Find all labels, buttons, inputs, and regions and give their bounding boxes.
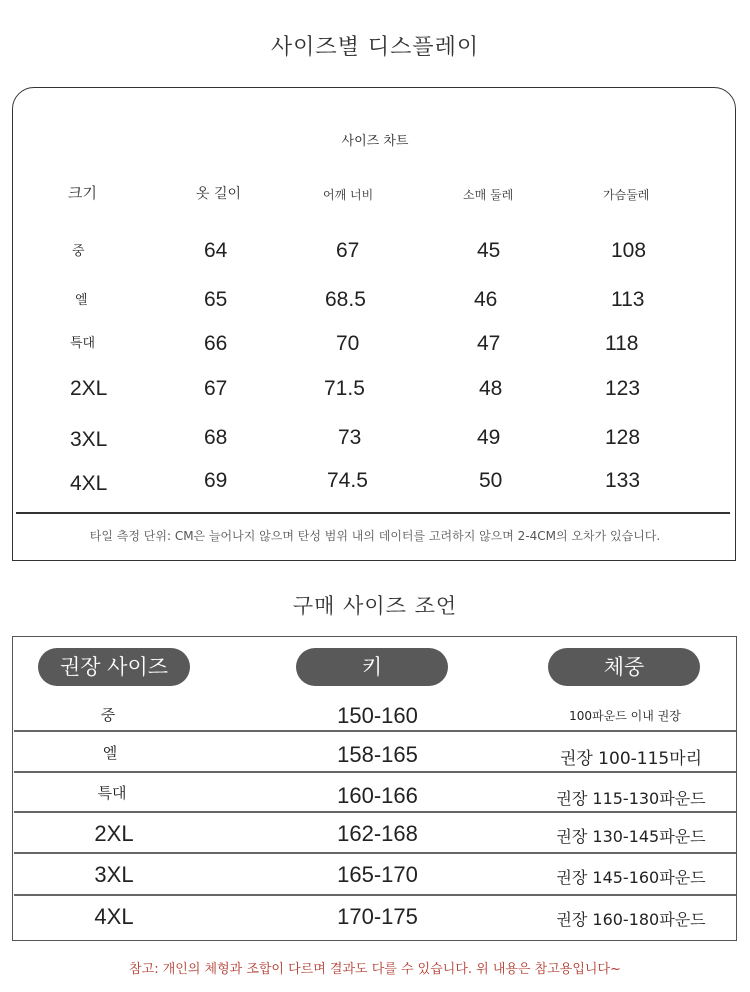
measurement-note: 타일 측정 단위: CM은 늘어나지 않으며 탄성 범위 내의 데이터를 고려하지 않으며 2-4CM의 오차가 있습니다.	[89, 529, 661, 543]
size-display-title: 사이즈별 디스플레이	[270, 35, 480, 60]
row-shoulder: 70	[336, 332, 360, 355]
row-shoulder: 67	[336, 239, 360, 262]
row-sleeve: 45	[477, 239, 501, 262]
row-shoulder: 73	[338, 426, 362, 449]
row-chest: 108	[611, 239, 647, 262]
advice-height: 158-165	[337, 742, 418, 767]
header-sleeve: 소매 둘레	[463, 188, 514, 202]
row-chest: 128	[605, 426, 641, 449]
row-divider	[14, 730, 736, 732]
row-size-label: 특대	[70, 336, 96, 351]
row-length: 64	[204, 239, 228, 262]
advice-size: 3XL	[94, 862, 134, 887]
row-sleeve: 49	[477, 426, 501, 449]
header-chest: 가슴둘레	[603, 188, 650, 202]
row-divider	[14, 852, 736, 854]
advice-weight: 100파운드 이내 권장	[569, 709, 681, 723]
advice-weight: 권장 100-115마리	[559, 749, 703, 769]
row-chest: 118	[605, 332, 639, 355]
advice-height: 162-168	[337, 821, 418, 846]
header-shoulder: 어깨 너비	[323, 188, 374, 202]
row-chest: 133	[605, 469, 641, 492]
row-length: 66	[204, 332, 228, 355]
row-shoulder: 71.5	[324, 377, 365, 400]
row-sleeve: 48	[479, 377, 503, 400]
row-chest: 123	[605, 377, 641, 400]
advice-size: 4XL	[94, 904, 134, 929]
advice-height: 150-160	[337, 703, 418, 728]
size-chart-title: 사이즈 차트	[341, 134, 409, 149]
row-size-label: 2XL	[70, 377, 108, 400]
advice-weight: 권장 130-145파운드	[556, 827, 706, 846]
advice-size: 특대	[97, 784, 127, 802]
advice-size: 2XL	[94, 821, 134, 846]
row-size-label: 4XL	[70, 472, 108, 495]
row-length: 67	[204, 377, 228, 400]
row-length: 65	[204, 288, 228, 311]
advice-size: 중	[100, 706, 116, 724]
header-weight: 체중	[548, 648, 700, 686]
header-height: 키	[296, 648, 448, 686]
row-length: 68	[204, 426, 228, 449]
advice-height: 170-175	[337, 904, 418, 929]
header-recommended-size: 권장 사이즈	[38, 648, 190, 686]
row-sleeve: 50	[479, 469, 503, 492]
row-size-label: 3XL	[70, 428, 108, 451]
row-chest: 113	[611, 288, 645, 311]
row-size-label: 엘	[75, 293, 88, 308]
row-sleeve: 46	[474, 288, 498, 311]
advice-size: 엘	[102, 744, 118, 762]
advice-height: 165-170	[337, 862, 418, 887]
chart-divider	[16, 512, 730, 514]
advice-weight: 권장 115-130파운드	[556, 789, 706, 808]
advice-weight: 권장 160-180파운드	[556, 910, 706, 929]
row-shoulder: 68.5	[325, 288, 366, 311]
advice-height: 160-166	[337, 783, 418, 808]
row-length: 69	[204, 469, 228, 492]
advice-weight: 권장 145-160파운드	[556, 868, 706, 887]
row-size-label: 중	[72, 244, 85, 259]
row-divider	[14, 771, 736, 773]
row-divider	[14, 811, 736, 813]
row-sleeve: 47	[477, 332, 501, 355]
row-divider	[14, 894, 736, 896]
header-size: 크기	[68, 184, 97, 202]
size-advice-title: 구매 사이즈 조언	[292, 594, 458, 618]
footer-note: 참고: 개인의 체형과 조합이 다르며 결과도 다를 수 있습니다. 위 내용은 참고용입니다~	[129, 962, 621, 977]
row-shoulder: 74.5	[327, 469, 368, 492]
header-length: 옷 길이	[196, 186, 242, 202]
